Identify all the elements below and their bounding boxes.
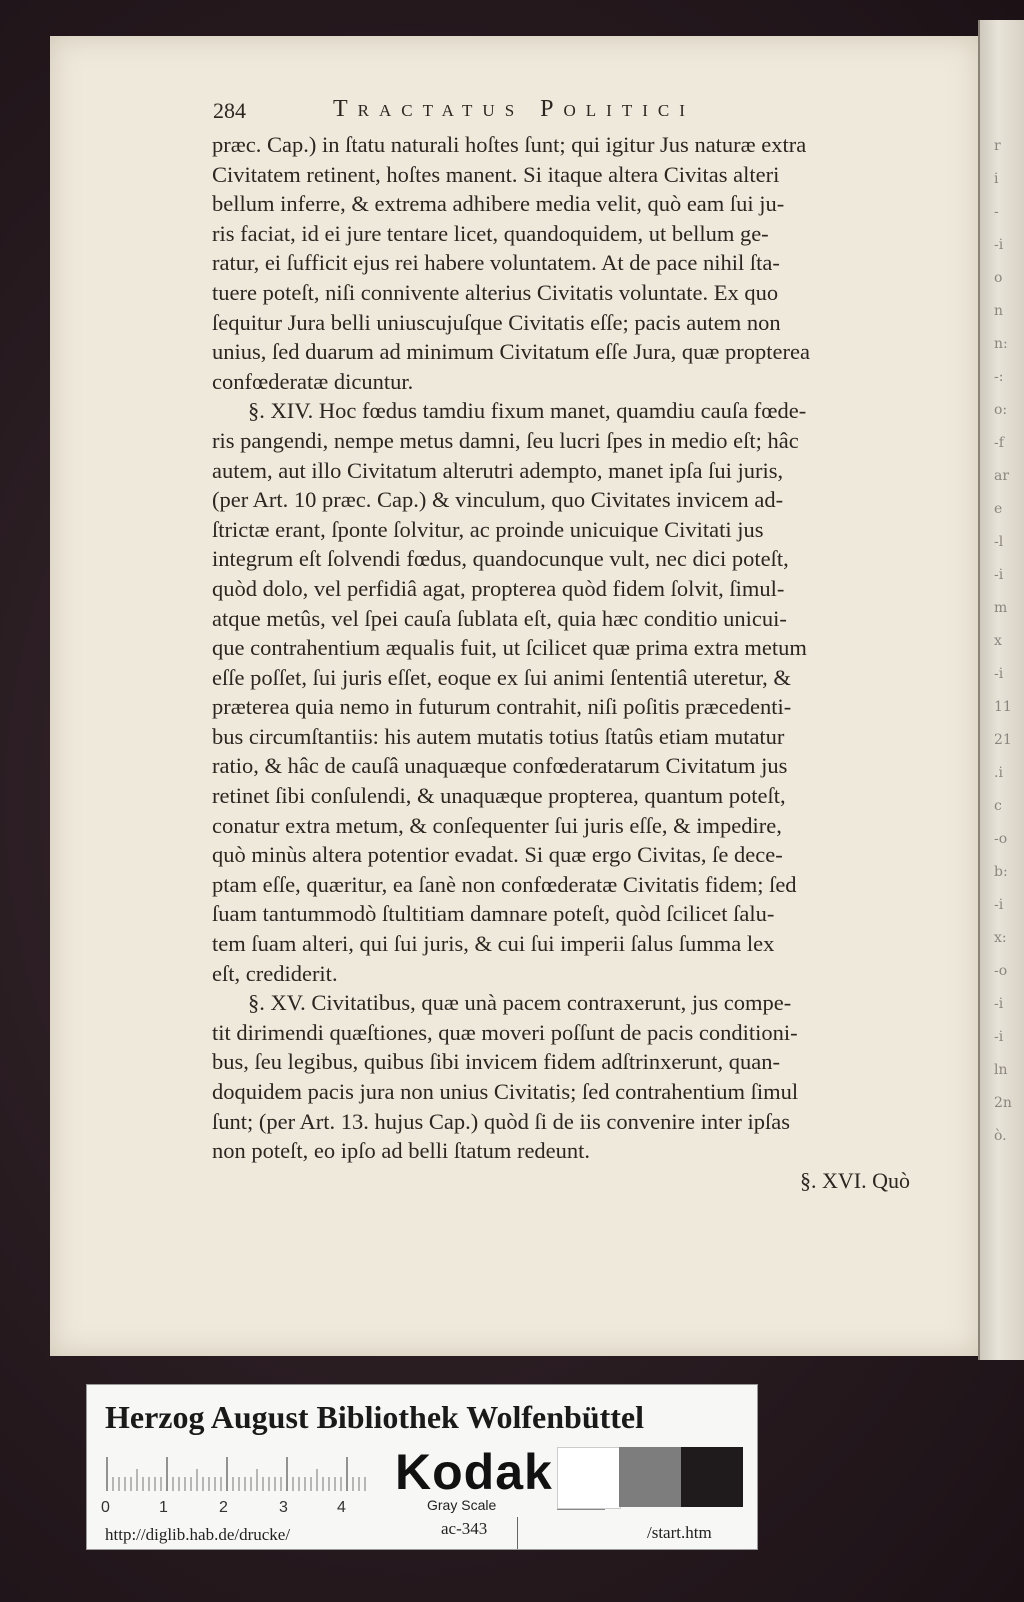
- facing-page-glyph: 2n: [994, 1095, 1012, 1111]
- shelfmark: ac-343: [441, 1519, 488, 1538]
- text-line: retinet ſibi conſulendi, & unaquæque propterea, quantum poteſt,: [212, 783, 786, 809]
- text-line: unius, ſed duarum ad minimum Civitatum eſſe Jura, quæ propterea: [212, 339, 811, 365]
- facing-page-glyph: -i: [994, 897, 1004, 913]
- text-line: ris faciat, id ei jure tentare licet, quandoquidem, ut bellum ge-: [212, 220, 769, 246]
- text-line: ſequitur Jura belli uniuscujuſque Civitatis eſſe; pacis autem non: [212, 309, 781, 335]
- facing-page-glyph: m: [994, 600, 1008, 616]
- facing-page-glyph: x: [994, 633, 1002, 649]
- gray-scale-label: Gray Scale: [427, 1497, 497, 1513]
- ruler-number: 2: [219, 1499, 228, 1516]
- facing-page-glyph: e: [994, 501, 1003, 517]
- ruler-scale: [105, 1457, 370, 1491]
- facing-page-glyph: n:: [994, 336, 1008, 352]
- facing-page-glyph: 11: [994, 699, 1012, 715]
- text-line: integrum eſt ſolvendi fœdus, quandocunque vult, nec dici poteſt,: [212, 546, 789, 572]
- text-line: quòd dolo, vel perfidiâ agat, propterea quòd fidem ſolvit, ſimul-: [212, 575, 785, 601]
- ruler-number: 4: [337, 1499, 346, 1516]
- facing-page-edge: [978, 20, 1024, 1360]
- facing-page-glyph: o:: [994, 402, 1008, 418]
- page-header: [213, 96, 943, 130]
- facing-page-glyph: -:: [994, 369, 1004, 385]
- facing-page-glyph: x:: [994, 930, 1007, 946]
- swatch-white: [557, 1447, 621, 1509]
- text-line: tuere poteſt, niſi connivente alterius Civitatis voluntate. Ex quo: [212, 279, 779, 305]
- text-line: bus circumſtantiis: his autem mutatis totius ſtatûs etiam mutatur: [212, 723, 785, 749]
- text-line: ſtrictæ erant, ſponte ſolvitur, ac proinde unicuique Civitati jus: [212, 516, 764, 542]
- url-suffix: /start.htm: [647, 1523, 712, 1542]
- catchword: §. XVI. Quò: [800, 1168, 910, 1193]
- facing-page-glyph: -i: [994, 666, 1004, 682]
- facing-page-glyph: r: [994, 138, 1001, 154]
- text-line: eſſe poſſet, ſui juris eſſet, eoque ex ſui animi ſententiâ uteretur, &: [212, 664, 791, 690]
- facing-page-glyph: 21: [994, 732, 1012, 748]
- facing-page-glyph: n: [994, 303, 1004, 319]
- facing-page-glyph: ar: [994, 468, 1010, 484]
- kodak-logo: Kodak: [395, 1444, 553, 1500]
- text-line: bellum inferre, & extrema adhibere media velit, quò eam ſui ju-: [212, 191, 785, 217]
- page-number: 284: [213, 98, 246, 123]
- ruler-number: 3: [279, 1499, 288, 1516]
- text-line: ſunt; (per Art. 13. hujus Cap.) quòd ſi de iis convenire inter ipſas: [212, 1108, 791, 1134]
- text-line: præc. Cap.) in ſtatu naturali hoſtes ſunt; qui igitur Jus naturæ extra: [212, 132, 807, 157]
- text-line: tem ſuam alteri, qui ſui juris, & cui ſui imperii ſalus ſumma lex: [212, 931, 775, 957]
- text-line: ptam eſſe, quæritur, ea ſanè non confœderatæ Civitatis fidem; ſed: [212, 871, 797, 897]
- card-divider: [517, 1517, 518, 1549]
- facing-page-glyph: -f: [994, 435, 1004, 451]
- swatch-black: [681, 1447, 743, 1507]
- ruler-number: 0: [101, 1499, 110, 1516]
- card-divider: [557, 1509, 605, 1510]
- facing-page-glyph: -o: [994, 963, 1008, 979]
- facing-page-glyph: -i: [994, 567, 1004, 583]
- body-text: [212, 130, 947, 1166]
- facing-page-glyph: i: [994, 171, 999, 187]
- text-line: (per Art. 10 præc. Cap.) & vinculum, quo Civitates invicem ad-: [212, 487, 784, 513]
- facing-page-glyph: -i: [994, 996, 1004, 1012]
- facing-page-glyph: -: [994, 204, 999, 220]
- library-color-card: [86, 1384, 758, 1550]
- facing-page-glyph: .i: [994, 765, 1003, 781]
- text-line: tit dirimendi quæſtiones, quæ moveri poſſunt de pacis conditioni-: [212, 1019, 798, 1045]
- facing-page-glyph: b:: [994, 864, 1008, 880]
- text-line: §. XIV. Hoc fœdus tamdiu fixum manet, quamdiu cauſa fœde-: [248, 398, 807, 424]
- facing-page-glyph: -o: [994, 831, 1008, 847]
- facing-page-glyph: o: [994, 270, 1003, 286]
- text-line: autem, aut illo Civitatum alterutri adempto, manet ipſa ſui juris,: [212, 457, 784, 483]
- text-line: præterea quia nemo in futurum contrahit, niſi poſitis præcedenti-: [212, 694, 792, 720]
- swatch-gray: [619, 1447, 681, 1507]
- facing-page-glyph: ò.: [994, 1128, 1007, 1144]
- text-line: confœderatæ dicuntur.: [212, 368, 414, 394]
- facing-page-glyph: -i: [994, 1029, 1004, 1045]
- text-line: conatur extra metum, & conſequenter ſui juris eſſe, & impedire,: [212, 812, 782, 838]
- facing-page-glyph: c: [994, 798, 1002, 814]
- text-line: §. XV. Civitatibus, quæ unà pacem contraxerunt, jus compe-: [248, 990, 792, 1016]
- url-prefix: http://diglib.hab.de/drucke/: [105, 1525, 291, 1544]
- text-line: non poteſt, eo ipſo ad belli ſtatum redeunt.: [212, 1138, 591, 1164]
- text-line: quò minùs altera potentior evadat. Si quæ ergo Civitas, ſe dece-: [212, 842, 783, 868]
- text-line: que contrahentium æqualis fuit, ut ſcilicet quæ prima extra metum: [212, 635, 807, 661]
- text-line: Civitatem retinent, hoſtes manent. Si itaque altera Civitas alteri: [212, 161, 780, 187]
- text-line: ſuam tantummodò ſtultitiam damnare poteſt, quòd ſcilicet ſalu-: [212, 901, 775, 927]
- text-line: ris pangendi, nempe metus damni, ſeu lucri ſpes in medio eſt; hâc: [212, 427, 799, 453]
- text-line: bus, ſeu legibus, quibus ſibi invicem fidem adſtrinxerunt, quan-: [212, 1049, 781, 1075]
- ruler-number: 1: [159, 1499, 168, 1516]
- text-line: doquidem pacis jura non unius Civitatis; ſed contrahentium ſimul: [212, 1079, 799, 1104]
- running-head: Tractatus Politici: [333, 96, 695, 122]
- facing-page-glyph: ln: [994, 1062, 1008, 1078]
- text-line: ratur, ei ſufficit ejus rei habere voluntatem. At de pace nihil ſta-: [212, 250, 780, 276]
- text-line: atque metûs, vel ſpei cauſa ſublata eſt, quia hæc conditio unicui-: [212, 605, 787, 631]
- library-name: Herzog August Bibliothek Wolfenbüttel: [105, 1399, 645, 1435]
- facing-page-glyph: -l: [994, 534, 1004, 550]
- text-line: ratio, & hâc de cauſâ unaquæque confœderatarum Civitatum jus: [212, 753, 788, 779]
- text-line: eſt, crediderit.: [212, 960, 338, 986]
- facing-page-glyph: -i: [994, 237, 1004, 253]
